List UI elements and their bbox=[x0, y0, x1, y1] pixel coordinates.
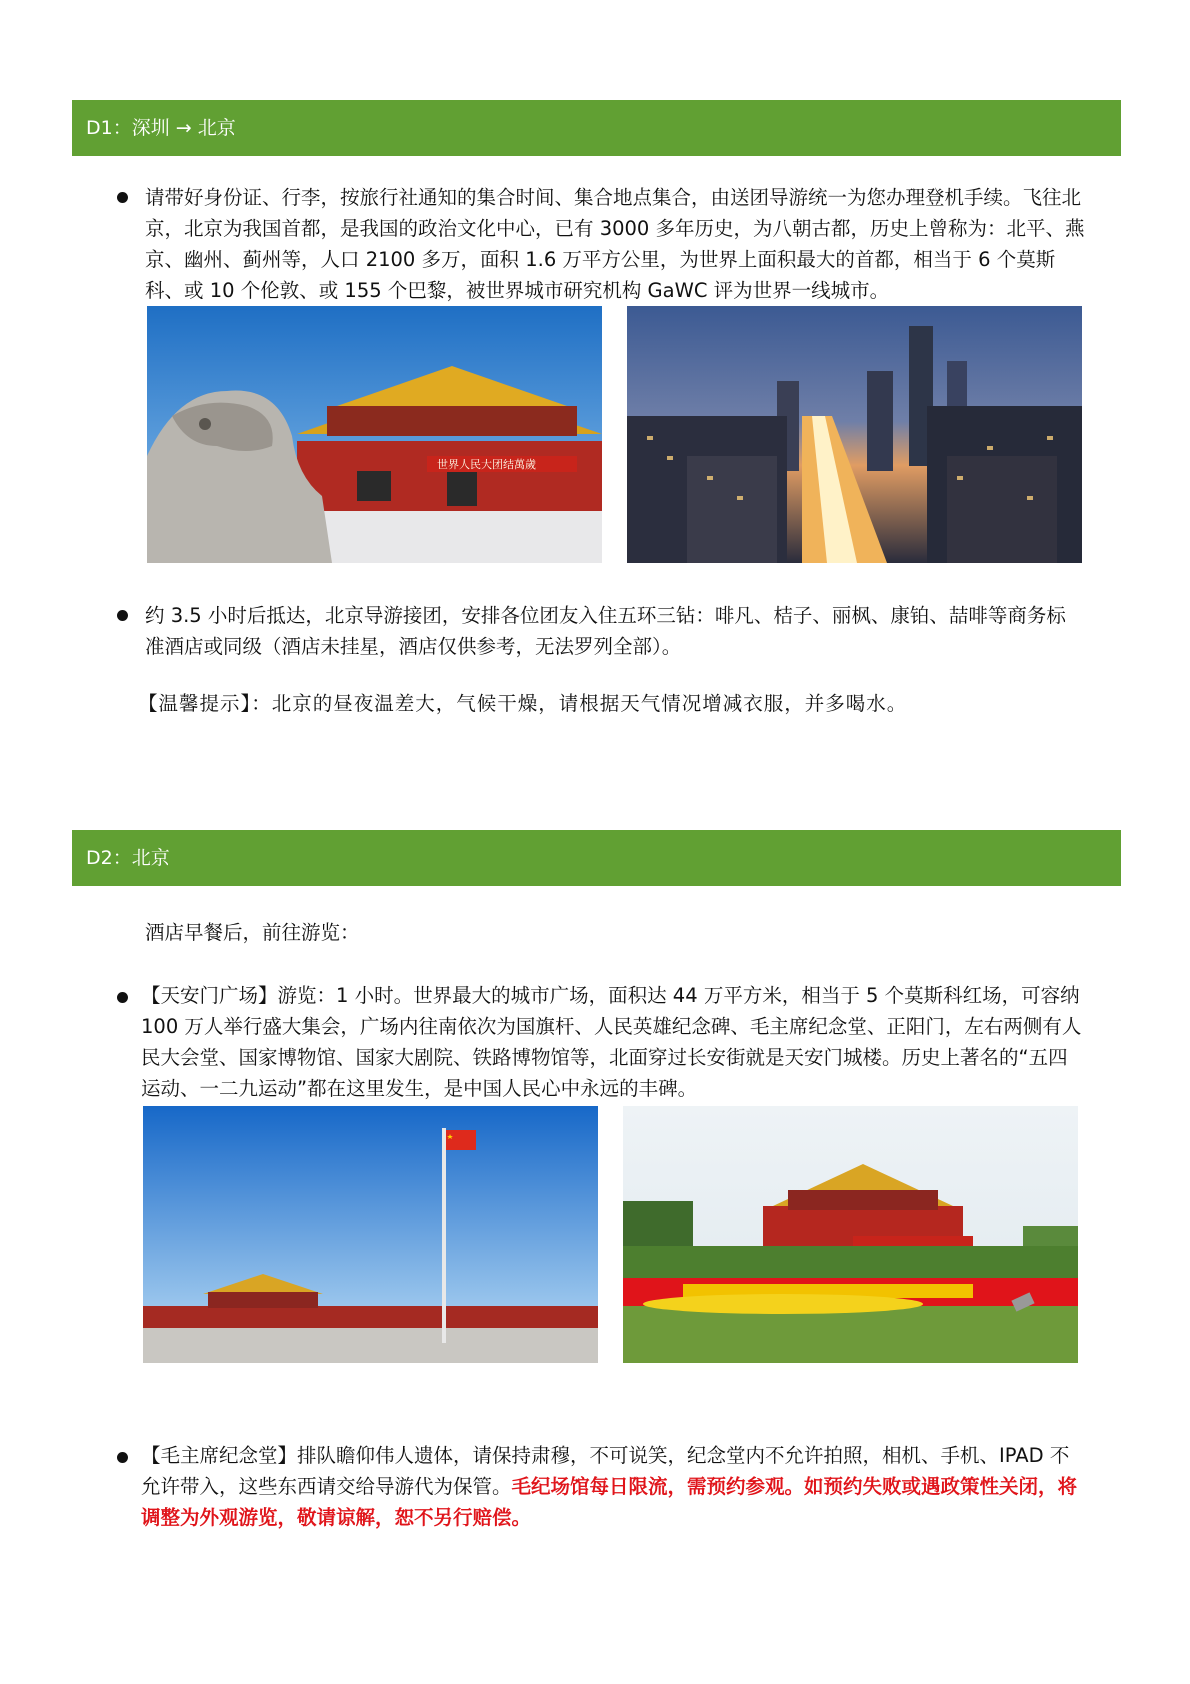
gate-slogan: 世界人民大团结萬歲 bbox=[437, 458, 536, 471]
day1-title: D1：深圳 → 北京 bbox=[86, 117, 236, 139]
photo-tiananmen-lion bbox=[147, 306, 602, 563]
photo-tiananmen-square-flag bbox=[143, 1106, 598, 1363]
warm-tip: 【温馨提示】：北京的昼夜温差大，气候干燥，请根据天气情况增减衣服，并多喝水。 bbox=[138, 692, 908, 715]
day2-intro: 酒店早餐后，前往游览： bbox=[145, 921, 360, 944]
day2-header bbox=[72, 830, 1121, 886]
bullet-dot bbox=[117, 610, 128, 621]
day2-title: D2：北京 bbox=[86, 847, 170, 869]
mausoleum-text: 【毛主席纪念堂】排队瞻仰伟人遗体，请保持肃穆，不可说笑，纪念堂内不允许拍照，相机、手机、IPAD 不允许带入，这些东西请交给导游代为保管。 bbox=[141, 1444, 1070, 1498]
bullet-dot bbox=[117, 1452, 128, 1463]
day1-paragraph-2: 约 3.5 小时后抵达，北京导游接团，安排各位团友入住五环三钻：啡凡、桔子、丽枫、康铂、喆啡等商务标准酒店或同级（酒店未挂星，酒店仅供参考，无法罗列全部）。 bbox=[145, 604, 1066, 658]
day2-paragraph-1: 【天安门广场】游览：1 小时。世界最大的城市广场，面积达 44 万平方米，相当于 5 个莫斯科红场，可容纳 100 万人举行盛大集会，广场内往南依次为国旗杆、人民英雄纪念碑、毛主席纪念堂、正阳门，左右两侧有人民大会堂、国家博物馆、国家大剧院、铁路博物馆等，北面穿过长安街就是天安门城楼。历史上著名的“五四运动、一二九运动”都在这里发生，是中国人民心中永远的丰碑。 bbox=[141, 984, 1082, 1100]
photo-beijing-cbd-night bbox=[627, 306, 1082, 563]
bullet-dot bbox=[117, 192, 128, 203]
mausoleum-warning: 毛纪场馆每日限流，需预约参观。如预约失败或遇政策性关闭，将调整为外观游览，敬请谅解，恕不另行赔偿。 bbox=[141, 1475, 1078, 1529]
day1-paragraph-1: 请带好身份证、行李，按旅行社通知的集合时间、集合地点集合，由送团导游统一为您办理登机手续。飞往北京，北京为我国首都，是我国的政治文化中心，已有 3000 多年历史，为八朝古都，历史上曾称为：北平、燕京、幽州、蓟州等，人口 2100 多万，面积 1.6 万平方公里，为世界上面积最大的首都，相当于 6 个莫斯科、或 10 个伦敦、或 155 个巴黎，被世界城市研究机构 GaWC 评为世界一线城市。 bbox=[145, 186, 1085, 302]
day1-header bbox=[72, 100, 1121, 156]
photo-tiananmen-flowers bbox=[623, 1106, 1078, 1363]
bullet-dot bbox=[117, 992, 128, 1003]
day2-paragraph-2 bbox=[141, 1440, 1086, 1533]
